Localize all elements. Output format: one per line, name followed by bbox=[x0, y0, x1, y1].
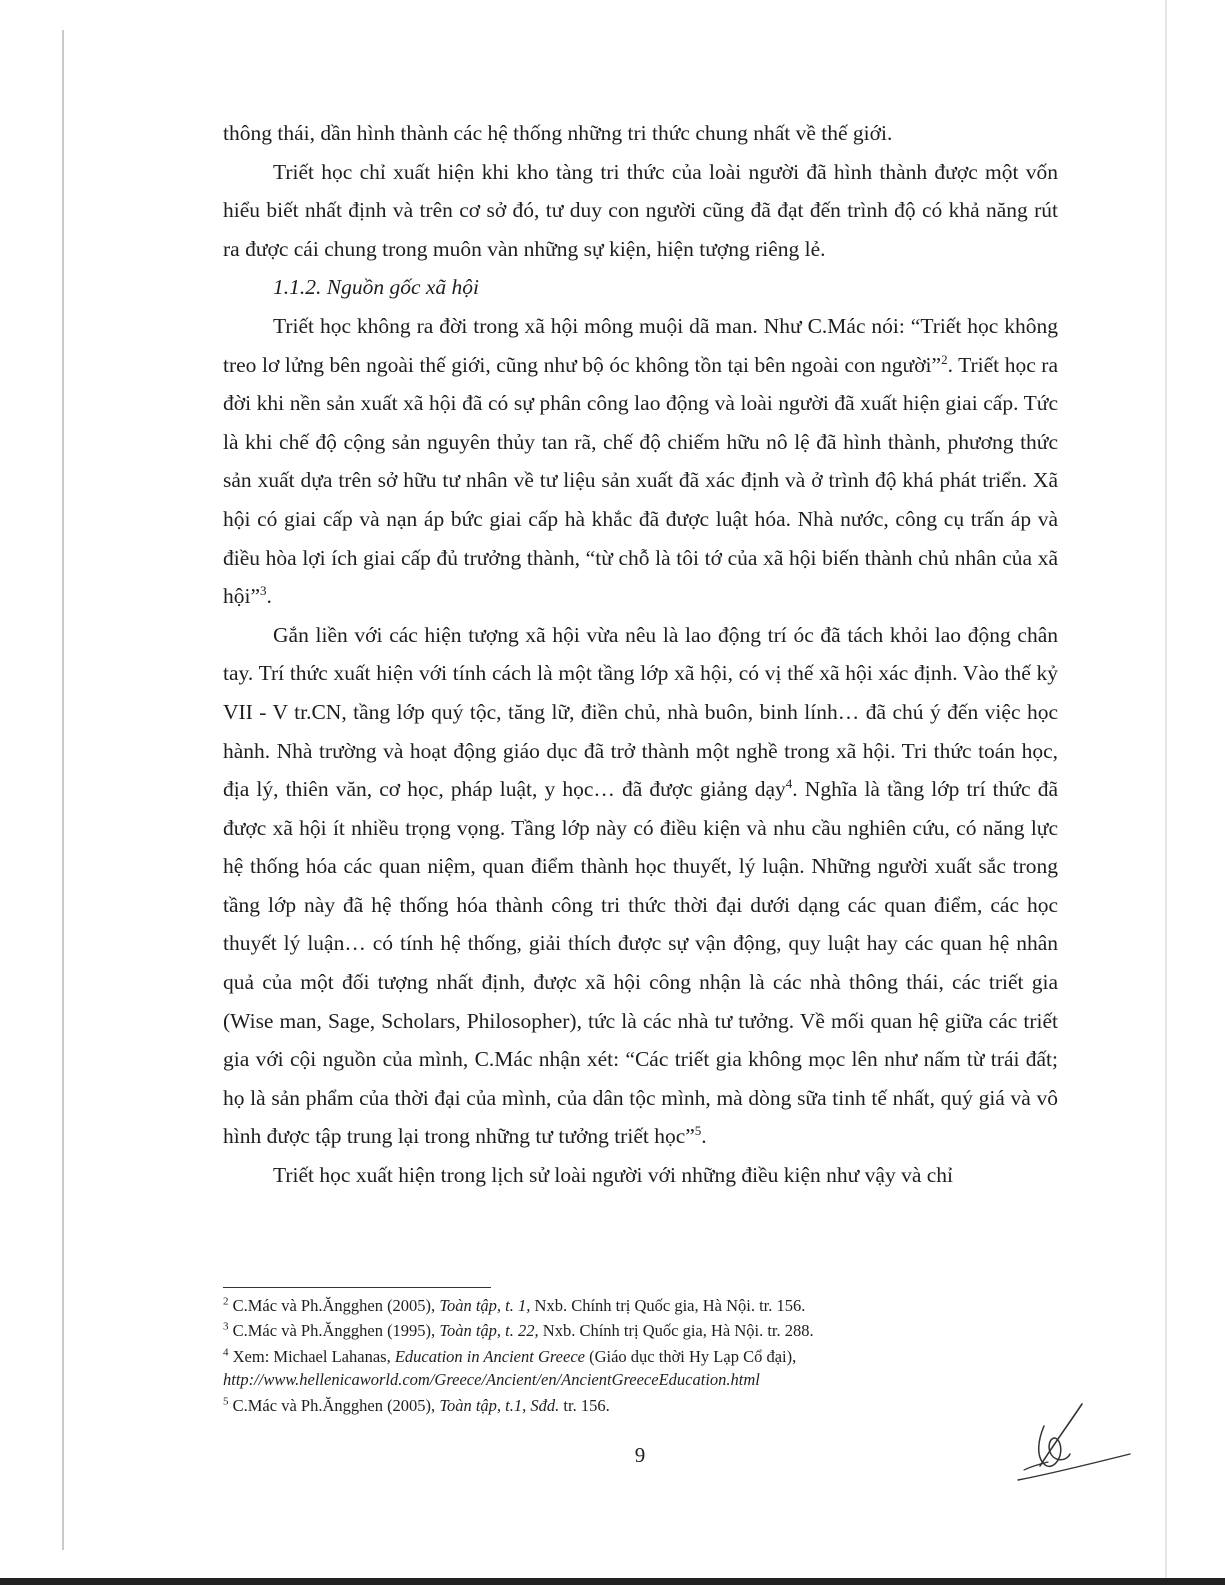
paragraph-5 bbox=[223, 1156, 1058, 1195]
footnote-text: C.Mác và Ph.Ăngghen (2005), bbox=[228, 1395, 440, 1415]
page-number: 9 bbox=[634, 1443, 646, 1467]
paragraph-5-text: Triết học xuất hiện trong lịch sử loài người với những điều kiện như vậy và chỉ bbox=[273, 1163, 954, 1188]
footnote-ref-4[interactable]: 4 bbox=[785, 775, 793, 791]
footnote-3 bbox=[223, 1319, 1083, 1342]
footnote-url-link[interactable]: http://www.hellenicaworld.com/Greece/Ancient/en/AncientGreeceEducation.html bbox=[223, 1370, 760, 1390]
footnote-ref-5[interactable]: 5 bbox=[694, 1123, 702, 1139]
paragraph-3-text-c: . bbox=[266, 584, 272, 609]
section-heading-text: 1.1.2. Nguồn gốc xã hội bbox=[273, 275, 480, 300]
footnote-5 bbox=[223, 1394, 1083, 1417]
footnote-ref-2[interactable]: 2 bbox=[941, 351, 948, 367]
footnote-separator bbox=[223, 1287, 491, 1288]
handwritten-signature-icon bbox=[1010, 1400, 1135, 1490]
paragraph-1 bbox=[223, 114, 1058, 153]
paragraph-2-text: Triết học chỉ xuất hiện khi kho tàng tri thức của loài người đã hình thành được một vốn hiểu biết nhất định và trên cơ sở đó, tư duy con người cũng đã đạt đến trình độ có khả năng rút ra được cái chung trong muôn vàn những sự kiện, hiện tượng riêng lẻ. bbox=[223, 159, 1058, 261]
footnote-2 bbox=[223, 1294, 1083, 1317]
paragraph-2 bbox=[223, 153, 1058, 269]
paragraph-4-text-c: . bbox=[701, 1124, 707, 1149]
footnote-title: Toàn tập, t.1, Sđd. bbox=[439, 1395, 560, 1415]
footnote-text: C.Mác và Ph.Ăngghen (2005), bbox=[228, 1296, 440, 1315]
footnote-text: C.Mác và Ph.Ăngghen (1995), bbox=[228, 1321, 440, 1341]
page-edge-right bbox=[1165, 0, 1167, 1585]
footnote-title: Toàn tập, t. 22, bbox=[439, 1321, 539, 1341]
page-edge-left bbox=[62, 30, 64, 1550]
footnote-text: Xem: Michael Lahanas, bbox=[228, 1346, 395, 1366]
footnote-number: 4 bbox=[223, 1346, 229, 1359]
paragraph-4-text-b: . Nghĩa là tầng lớp trí thức đã được xã hội ít nhiều trọng vọng. Tầng lớp này có điều kiện và nhu cầu nghiên cứu, có năng lực hệ thống hóa các quan niệm, quan điểm thành học thuyết, lý luận. Những người xuất sắc trong tầng lớp này đã hệ thống hóa thành công tri thức thời đại dưới dạng các quan điểm, các học thuyết lý luận… có tính hệ thống, giải thích được sự vận động, quy luật hay các quan hệ nhân quả của một đối tượng nhất định, được xã hội công nhận là các nhà thông thái, các triết gia (Wise man, Sage, Scholars, Philosopher), tức là các nhà tư tưởng. Về mối quan hệ giữa các triết gia với cội nguồn của mình, C.Mác nhận xét: “Các triết gia không mọc lên như nấm từ trái đất; họ là sản phẩm của thời đại của mình, của dân tộc mình, mà dòng sữa tinh tế nhất, quý giá và vô hình được tập trung lại trong những tư tưởng triết học” bbox=[223, 777, 1059, 1149]
section-heading bbox=[223, 268, 1058, 307]
footnotes bbox=[223, 1294, 1083, 1419]
paragraph-1-text: thông thái, dần hình thành các hệ thống những tri thức chung nhất về thế giới. bbox=[223, 121, 893, 145]
page-edge-bottom bbox=[0, 1578, 1225, 1585]
footnote-text: (Giáo dục thời Hy Lạp Cổ đại), bbox=[584, 1346, 797, 1366]
footnote-4 bbox=[223, 1345, 1083, 1392]
footnote-number: 5 bbox=[223, 1395, 229, 1408]
paragraph-3-text-b: . Triết học ra đời khi nền sản xuất xã hội đã có sự phân công lao động và loài người đã xuất hiện giai cấp. Tức là khi chế độ cộng sản nguyên thủy tan rã, chế độ chiếm hữu nô lệ đã hình thành, phương thức sản xuất dựa trên sở hữu tư nhân về tư liệu sản xuất đã xác định và ở trình độ khá phát triển. Xã hội có giai cấp và nạn áp bức giai cấp hà khắc đã được luật hóa. Nhà nước, công cụ trấn áp và điều hòa lợi ích giai cấp đủ trưởng thành, “từ chỗ là tôi tớ của xã hội biến thành chủ nhân của xã hội” bbox=[223, 352, 1058, 609]
footnote-title: Toàn tập, t. 1, bbox=[439, 1296, 531, 1315]
paragraph-3-text-a: Triết học không ra đời trong xã hội mông muội dã man. Như C.Mác nói: “Triết học không treo lơ lửng bên ngoài thế giới, cũng như bộ óc không tồn tại bên ngoài con người” bbox=[223, 313, 1058, 377]
paragraph-4 bbox=[223, 616, 1058, 1156]
footnote-number: 3 bbox=[223, 1320, 229, 1333]
body-text bbox=[223, 114, 1058, 1195]
paragraph-4-text-a: Gắn liền với các hiện tượng xã hội vừa nêu là lao động trí óc đã tách khỏi lao động chân tay. Trí thức xuất hiện với tính cách là một tầng lớp xã hội, có vị thế xã hội xác định. Vào thế kỷ VII - V tr.CN, tầng lớp quý tộc, tăng lữ, điền chủ, nhà buôn, binh lính… đã chú ý đến việc học hành. Nhà trường và hoạt động giáo dục đã trở thành một nghề trong xã hội. Tri thức toán học, địa lý, thiên văn, cơ học, pháp luật, y học… đã được giảng dạy bbox=[223, 622, 1058, 802]
footnote-text: tr. 156. bbox=[559, 1395, 610, 1415]
footnote-number: 2 bbox=[223, 1295, 229, 1308]
footnote-text: Nxb. Chính trị Quốc gia, Hà Nội. tr. 156. bbox=[530, 1296, 806, 1315]
footnote-ref-3[interactable]: 3 bbox=[260, 582, 267, 598]
footnote-title: Education in Ancient Greece bbox=[394, 1346, 585, 1366]
footnote-text: Nxb. Chính trị Quốc gia, Hà Nội. tr. 288. bbox=[538, 1321, 814, 1341]
paragraph-3 bbox=[223, 307, 1058, 616]
